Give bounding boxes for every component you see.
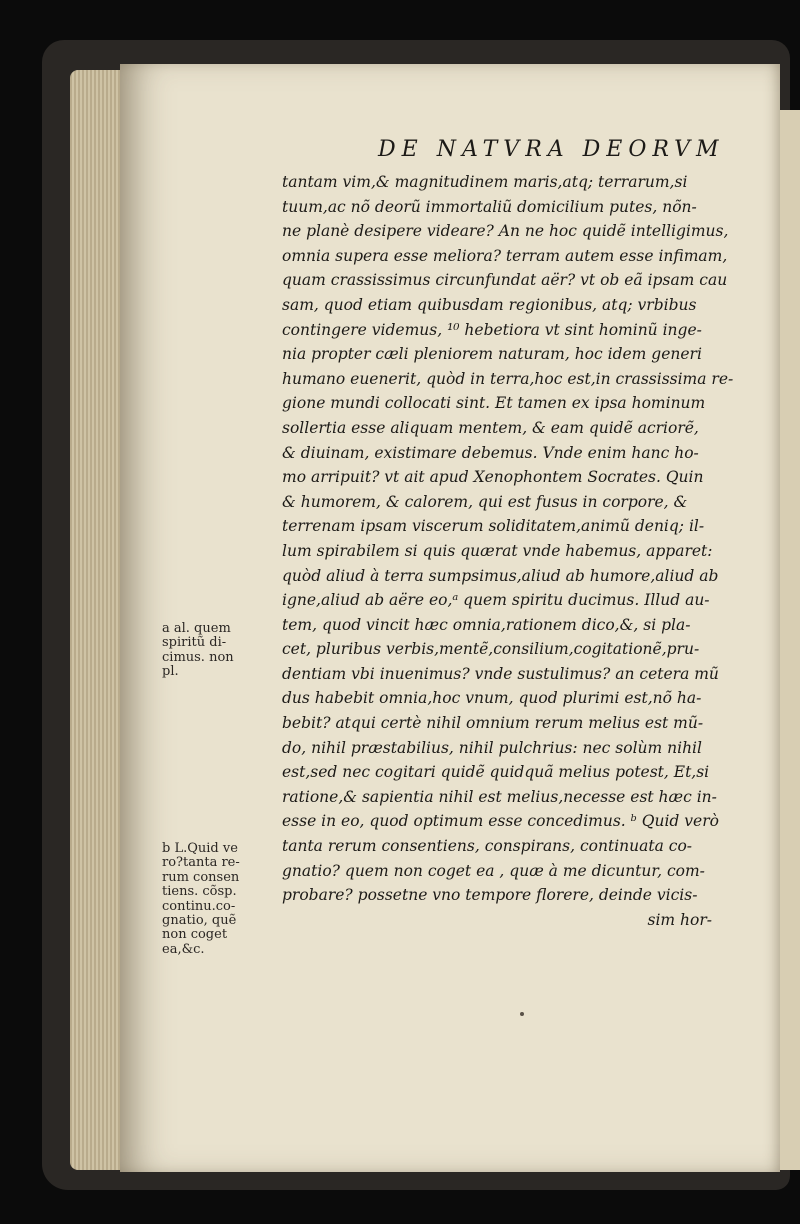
- text-line: quòd aliud à terra sumpsimus,aliud ab humore,aliud ab: [282, 566, 719, 585]
- text-line: terrenam ipsam viscerum soliditatem,animũ deniq; il-: [282, 517, 705, 536]
- main-text-block: [282, 170, 772, 932]
- text-line: ratione,& sapientia nihil est melius,necesse est hæc in-: [282, 787, 717, 806]
- text-line: dentiam vbi inuenimus? vnde sustulimus? an cetera mũ: [282, 664, 719, 683]
- marginal-note-b: [162, 842, 278, 957]
- marginal-note-a: [162, 622, 278, 680]
- text-line: ne planè desipere videare? An ne hoc quidẽ intelligimus,: [282, 222, 729, 241]
- text-line: tantam vim,& magnitudinem maris,atq; terrarum,si: [282, 173, 688, 191]
- marginal-note-line: rum consen: [162, 869, 240, 885]
- marginal-note-line: ea,&c.: [162, 941, 205, 957]
- text-line: humano euenerit, quòd in terra,hoc est,in crassissima re-: [282, 369, 734, 388]
- text-line: nia propter cæli pleniorem naturam, hoc idem generi: [282, 345, 702, 364]
- marginal-note-line: b L.Quid ve: [162, 841, 238, 856]
- marginal-note-line: spiritũ di-: [162, 635, 227, 651]
- text-line: lum spirabilem si quis quærat vnde habemus, apparet:: [282, 541, 713, 560]
- text-line: & humorem, & calorem, qui est fusus in corpore, &: [282, 492, 688, 511]
- text-line: gione mundi collocati sint. Et tamen ex ipsa hominum: [282, 394, 706, 413]
- text-line: omnia supera esse meliora? terram autem esse infimam,: [282, 246, 728, 265]
- text-line: tanta rerum consentiens, conspirans, continuata co-: [282, 837, 693, 856]
- page-speck: [520, 1012, 524, 1016]
- text-line: probare? possetne vno tempore florere, deinde vicis-: [282, 886, 698, 905]
- text-line: quam crassissimus circunfundat aër? vt ob eã ipsam cau: [282, 271, 728, 290]
- text-line: dus habebit omnia,hoc vnum, quod plurimi est,nõ ha-: [282, 689, 702, 708]
- marginal-note-line: non coget: [162, 927, 228, 943]
- text-line: sollertia esse aliquam mentem, & eam quidẽ acriorẽ,: [282, 418, 699, 437]
- text-line: sam, quod etiam quibusdam regionibus, atq; vrbibus: [282, 295, 697, 314]
- marginal-note-line: ro?tanta re-: [162, 855, 240, 871]
- text-line: sim hor-: [647, 910, 712, 929]
- text-line: contingere videmus, ¹⁰ hebetiora vt sint hominũ inge-: [282, 320, 702, 339]
- text-line: cet, pluribus verbis,mentẽ,consilium,cogitationẽ,pru-: [282, 640, 700, 659]
- marginal-note-line: cimus. non: [162, 649, 234, 665]
- text-line: gnatio? quem non coget ea , quæ à me dicuntur, com-: [282, 861, 705, 880]
- running-head: DE NATVRA DEORVM: [378, 137, 725, 162]
- text-line: do, nihil præstabilius, nihil pulchrius: nec solùm nihil: [282, 738, 702, 757]
- marginal-note-line: tiens. cõsp.: [162, 884, 237, 900]
- text-line: mo arripuit? vt ait apud Xenophontem Socrates. Quin: [282, 468, 704, 487]
- text-line: igne,aliud ab aëre eo,ᵃ quem spiritu ducimus. Illud au-: [282, 591, 710, 610]
- marginal-note-line: a al. quem: [162, 621, 231, 636]
- marginal-note-line: gnatio, quẽ: [162, 913, 237, 929]
- marginal-note-line: pl.: [162, 664, 179, 680]
- text-line: & diuinam, existimare debemus. Vnde enim hanc ho-: [282, 443, 699, 462]
- marginal-note-line: continu.co-: [162, 898, 236, 914]
- text-line: bebit? atqui certè nihil omnium rerum melius est mũ-: [282, 714, 704, 733]
- text-line: esse in eo, quod optimum esse concedimus. ᵇ Quid verò: [282, 812, 719, 831]
- text-line: tuum,ac nõ deorũ immortaliũ domicilium putes, nõn-: [282, 197, 697, 216]
- text-line: tem, quod vincit hæc omnia,rationem dico,&, si pla-: [282, 615, 691, 634]
- text-line: est,sed nec cogitari quidẽ quidquã melius potest, Et,si: [282, 763, 710, 782]
